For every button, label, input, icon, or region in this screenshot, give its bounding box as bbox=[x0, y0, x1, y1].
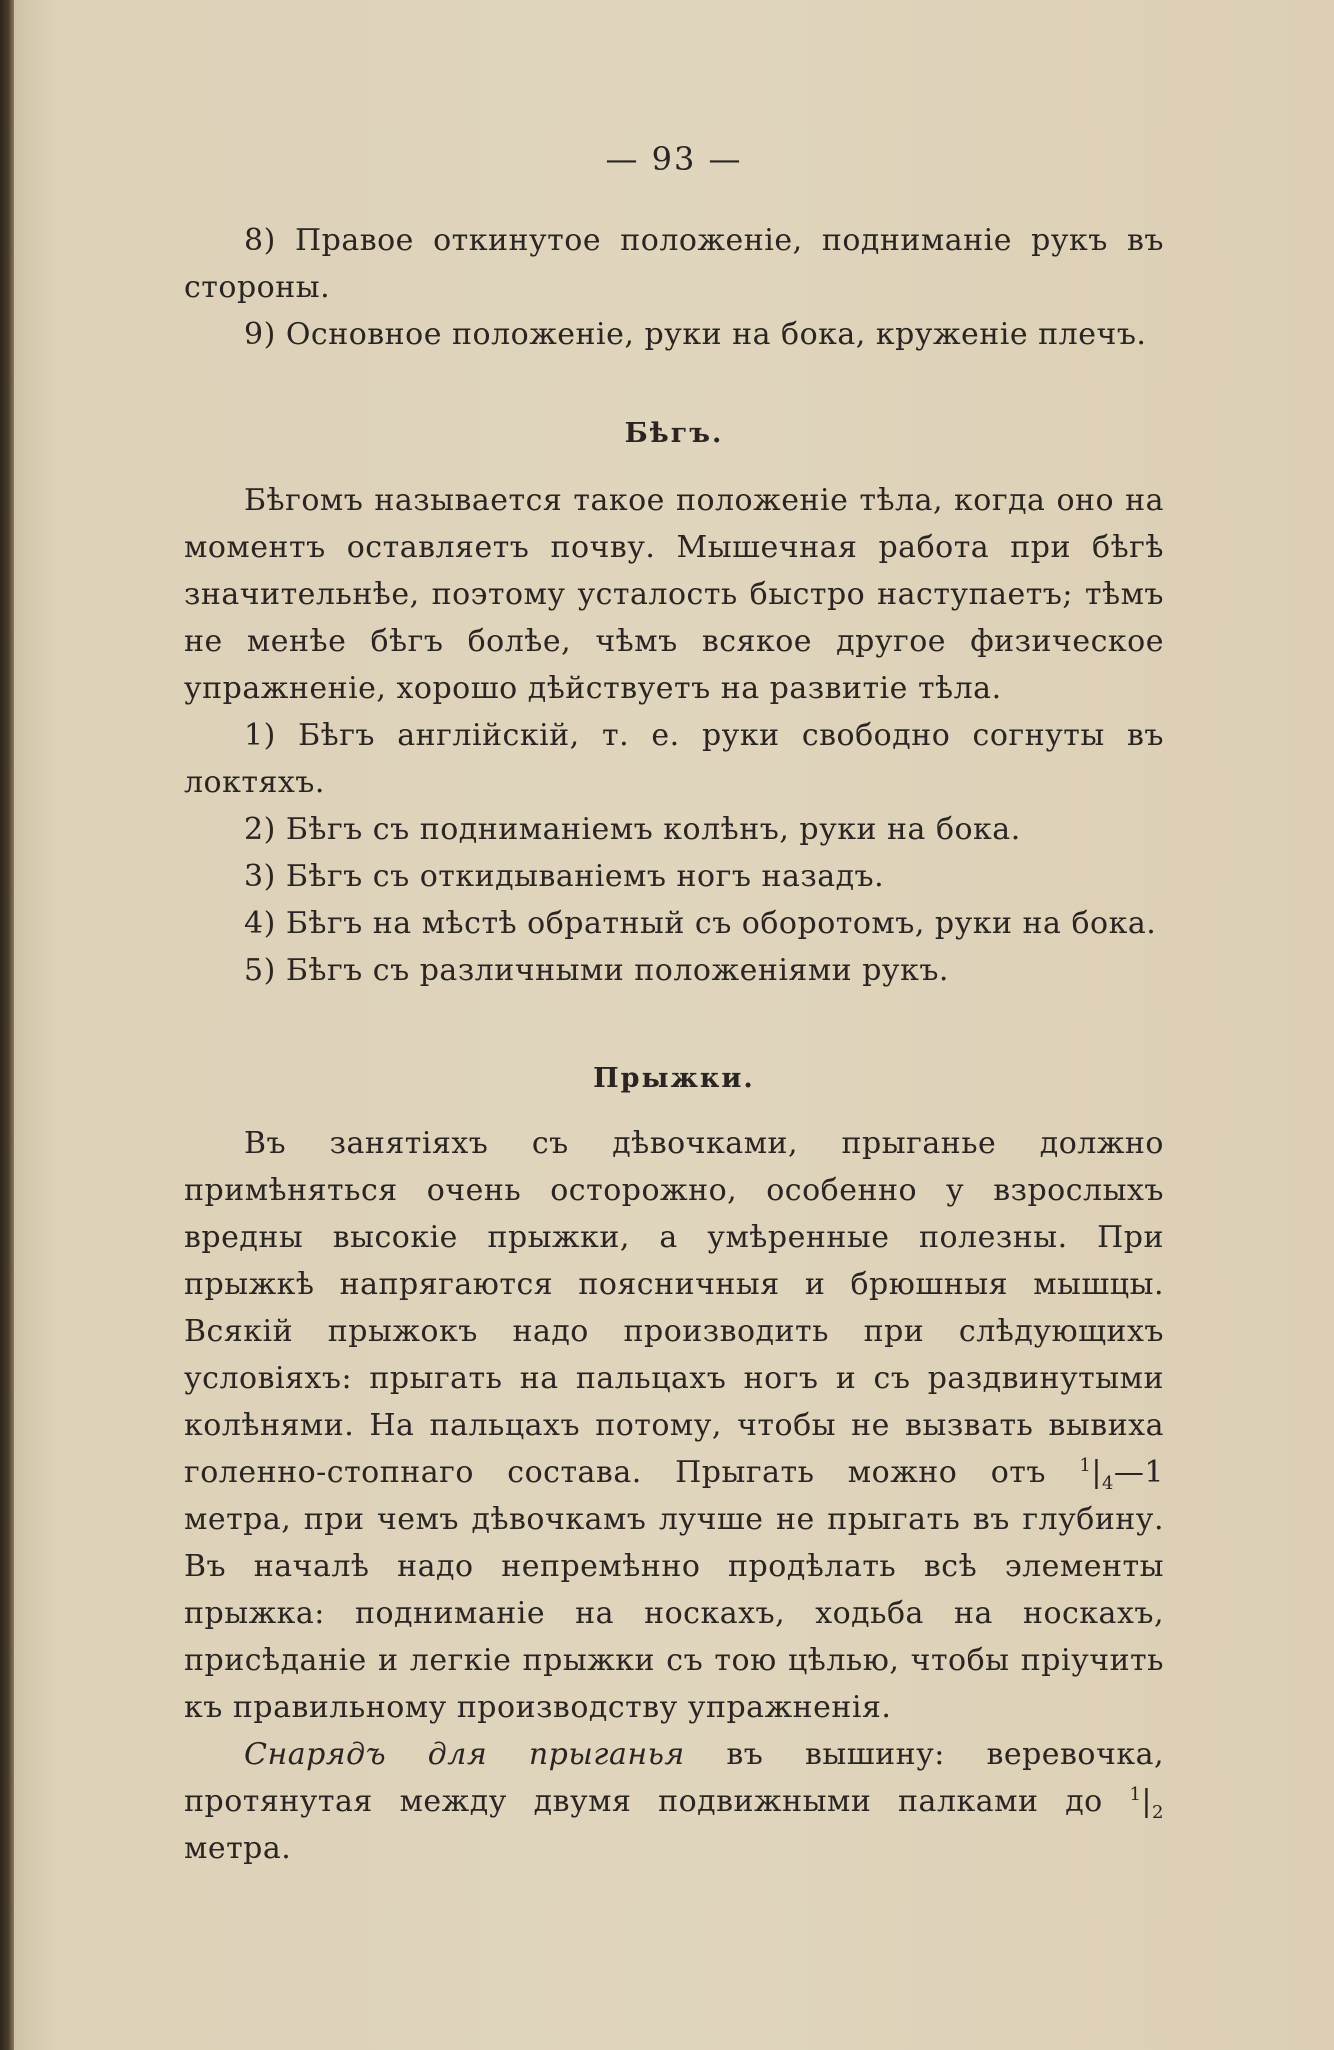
list-item: 3) Бѣгъ съ откидываніемъ ногъ назадъ. bbox=[244, 859, 885, 894]
list-item: 8) Правое откинутое положеніе, подниманіе рукъ въ стороны. bbox=[184, 223, 1164, 305]
list-item: 9) Основное положеніе, руки на бока, круженіе плечъ. bbox=[244, 317, 1147, 352]
list-item: 5) Бѣгъ съ различными положеніями рукъ. bbox=[244, 953, 949, 988]
fraction-denominator: 2 bbox=[1152, 1802, 1164, 1823]
fraction-denominator: 4 bbox=[1101, 1473, 1114, 1494]
list-item: 4) Бѣгъ на мѣстѣ обратный съ оборотомъ, руки на бока. bbox=[244, 906, 1157, 941]
text-run: въ вышину: веревочка, протянутая между двумя подвижными палками до bbox=[184, 1737, 1164, 1819]
book-binding-edge bbox=[0, 0, 14, 2050]
section-heading: Прыжки. bbox=[593, 1063, 755, 1094]
section-heading: Бѣгъ. bbox=[624, 418, 724, 449]
paragraph: Въ занятіяхъ съ дѣвочками, прыганье должно примѣняться очень осторожно, особенно у взрослыхъ вредны высокіе прыжки, а умѣренные полезны. При прыжкѣ напрягаются поясничныя и брюшныя мышцы. Всякій прыжокъ надо производить при слѣдующихъ условіяхъ: прыгать на пальцахъ ногъ и съ раздвинутыми колѣнями. На пальцахъ потому, чтобы не вызвать вывиха голенно-стопнаго состава. Прыгать можно отъ $^1|_4—1$ метра, при чемъ дѣвочкамъ лучше не прыгать въ глубину. Въ началѣ надо непремѣнно продѣлать всѣ элементы прыжка: подниманіе на носкахъ, ходьба на носкахъ, присѣданіе и легкіе прыжки съ тою цѣлью, чтобы пріучить къ правильному производству упражненія. bbox=[184, 1126, 1164, 1725]
paragraph: Снарядъ для прыганья въ вышину: веревочка, протянутая между двумя подвижными палками до $^1|_2$ метра. bbox=[184, 1737, 1164, 1866]
italic-term: Снарядъ для прыганья bbox=[244, 1737, 685, 1772]
book-page bbox=[14, 0, 1334, 2050]
paragraph: Бѣгомъ называется такое положеніе тѣла, когда оно на моментъ оставляетъ почву. Мышечная работа при бѣгѣ значительнѣе, поэтому усталость быстро наступаетъ; тѣмъ не менѣе бѣгъ болѣе, чѣмъ всякое другое физическое упражненіе, хорошо дѣйствуетъ на развитіе тѣла. bbox=[184, 483, 1164, 706]
items-top bbox=[184, 217, 1164, 358]
list-item: 2) Бѣгъ съ подниманіемъ колѣнъ, руки на бока. bbox=[244, 812, 1021, 847]
page-number: — 93 — bbox=[605, 140, 743, 178]
text-run: Въ занятіяхъ съ дѣвочками, прыганье должно примѣняться очень осторожно, особенно у взрослыхъ вредны высокіе прыжки, а умѣренные полезны. При прыжкѣ напрягаются поясничныя и брюшныя мышцы. Всякій прыжокъ надо производить при слѣдующихъ условіяхъ: прыгать на пальцахъ ногъ и съ раздвинутыми колѣнями. На пальцахъ потому, чтобы не вызвать вывиха голенно-стопнаго состава. Прыгать можно отъ bbox=[184, 1126, 1164, 1490]
section-jumps-body bbox=[184, 1120, 1164, 1872]
text-run: —1 метра, при чемъ дѣвочкамъ лучше не прыгать въ глубину. Въ началѣ надо непремѣнно продѣлать всѣ элементы прыжка: подниманіе на носкахъ, ходьба на носкахъ, присѣданіе и легкіе прыжки съ тою цѣлью, чтобы пріучить къ правильному производству упражненія. bbox=[184, 1455, 1164, 1725]
fraction-numerator: 1 bbox=[1079, 1455, 1092, 1476]
section-run bbox=[184, 410, 1164, 457]
list-item: 1) Бѣгъ англійскій, т. е. руки свободно согнуты въ локтяхъ. bbox=[184, 718, 1164, 800]
fraction-numerator: 1 bbox=[1129, 1784, 1142, 1805]
section-run-body bbox=[184, 477, 1164, 994]
text-run: метра. bbox=[184, 1831, 292, 1866]
section-jumps bbox=[184, 1055, 1164, 1102]
